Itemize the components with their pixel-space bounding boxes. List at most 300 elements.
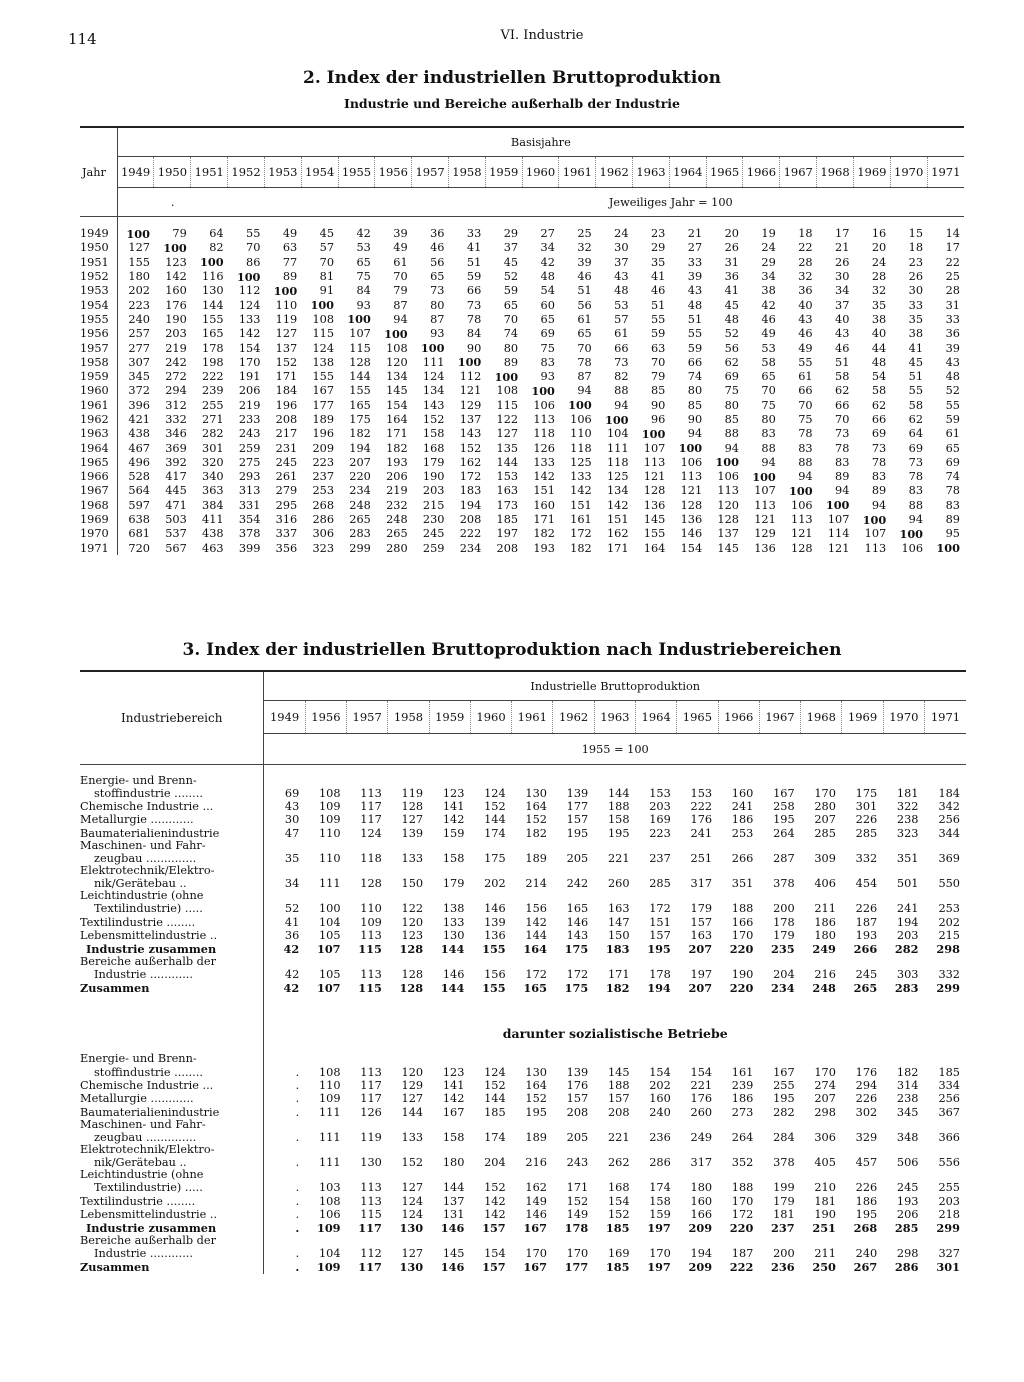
table3-cell: 180 xyxy=(814,929,836,943)
table2-col-year: 1970 xyxy=(890,157,927,188)
table2-cell: 108 xyxy=(312,312,335,326)
table3-cell: 193 xyxy=(855,929,878,943)
table3-cell: 127 xyxy=(401,1181,424,1195)
table2-cell: 113 xyxy=(791,513,813,527)
table2-cell: 142 xyxy=(606,498,629,512)
table3-cell: 150 xyxy=(401,877,424,891)
table2-cell: 104 xyxy=(606,427,629,441)
table3-cell: 294 xyxy=(855,1078,878,1092)
table2-cell: 197 xyxy=(496,527,519,541)
table3-cell: 152 xyxy=(401,1156,424,1170)
table2-cell: 100 xyxy=(384,326,408,341)
table3-cell: 113 xyxy=(360,786,382,800)
table2-cell: 51 xyxy=(835,355,850,369)
table3-cell: 146 xyxy=(440,1260,465,1275)
table2-cell: 399 xyxy=(238,541,261,555)
table2-cell: 16 xyxy=(871,227,887,241)
table2-cell: 51 xyxy=(466,255,482,269)
table3-cell: 170 xyxy=(731,929,754,943)
table3-cell: 104 xyxy=(318,915,341,929)
table2-cell: 144 xyxy=(202,298,224,312)
table2-row-header: Jahr xyxy=(80,127,117,217)
table3-cell: 157 xyxy=(566,813,589,827)
table2-cell: 182 xyxy=(533,527,555,541)
table3-row xyxy=(80,929,966,942)
table2-cell: 89 xyxy=(503,355,519,369)
table2-cell: 26 xyxy=(724,241,739,255)
table2-cell: 93 xyxy=(430,327,445,341)
table2-cell: 171 xyxy=(606,541,629,555)
table2-cell: 33 xyxy=(687,255,703,269)
table2-cell: 231 xyxy=(275,441,298,455)
table3-cell: 556 xyxy=(938,1156,960,1170)
table2-cell: 206 xyxy=(386,470,408,484)
table3-row xyxy=(80,1065,966,1078)
table2-cell: 127 xyxy=(128,241,150,255)
table2-cell: 73 xyxy=(614,355,629,369)
table2-col-year: 1962 xyxy=(596,157,633,188)
table3-cell: 36 xyxy=(284,929,300,943)
table2-col-year: 1967 xyxy=(780,157,817,188)
table3-row xyxy=(80,1131,966,1144)
table2-cell: 121 xyxy=(827,541,850,555)
table2-cell: 59 xyxy=(466,270,482,284)
table3-cell: . xyxy=(295,1156,300,1170)
table3-cell: 144 xyxy=(525,929,547,943)
table2-cell: 118 xyxy=(533,427,555,441)
table3-cell: 179 xyxy=(442,877,465,891)
table2-cell: 222 xyxy=(459,527,482,541)
table2-cell: 219 xyxy=(386,484,408,498)
table2-cell: 63 xyxy=(282,241,298,255)
table3-cell: 189 xyxy=(525,1130,547,1144)
table3-cell: 128 xyxy=(401,968,424,982)
table3-row-label: nik/Gerätebau .. xyxy=(80,877,264,890)
table2-cell: 45 xyxy=(503,255,519,269)
table2-cell: 144 xyxy=(496,455,519,469)
table2-row xyxy=(80,412,964,426)
table2-cell: 369 xyxy=(165,441,187,455)
table2-row xyxy=(80,512,964,526)
table3-cell: 146 xyxy=(440,1221,465,1236)
table3-cell: 183 xyxy=(605,942,630,957)
table2-cell: 48 xyxy=(945,370,960,384)
table3-cell: 128 xyxy=(401,799,424,813)
table3-sub-heading: darunter sozialistische Betriebe xyxy=(502,1026,728,1042)
table3-cell: 145 xyxy=(607,1065,630,1079)
table2-cell: 133 xyxy=(570,470,592,484)
table2-cell: 106 xyxy=(791,498,813,512)
table2-cell: 120 xyxy=(717,498,739,512)
table3-row-label: Zusammen xyxy=(80,1260,264,1274)
table2-cell: 19 xyxy=(761,227,776,241)
table3-cell: 366 xyxy=(938,1130,960,1144)
table3-cell: 109 xyxy=(318,813,341,827)
table2-cell: 85 xyxy=(724,413,739,426)
table2-cell: 69 xyxy=(945,455,960,469)
table3-row-label: nik/Gerätebau .. xyxy=(80,1156,264,1169)
table3-cell: 146 xyxy=(566,915,589,929)
table2-cell: 110 xyxy=(275,298,298,312)
table2-row-year: 1952 xyxy=(80,269,117,283)
table3-cell: 154 xyxy=(690,1065,713,1079)
table2-row xyxy=(80,312,964,326)
table2-cell: 52 xyxy=(724,327,739,341)
table3-cell: 175 xyxy=(855,786,878,800)
table3-cell: 117 xyxy=(360,1092,382,1106)
table3-cell: 156 xyxy=(525,902,547,916)
table3-col-year: 1967 xyxy=(759,701,800,734)
table3-cell: 170 xyxy=(814,786,836,800)
table3-cell: 142 xyxy=(442,1092,465,1106)
table3-cell: 221 xyxy=(607,851,630,865)
table2-col-year: 1971 xyxy=(927,157,964,188)
table2-cell: 155 xyxy=(312,370,335,384)
table3-row xyxy=(80,1195,966,1208)
table2-cell: 133 xyxy=(238,312,261,326)
table2-cell: 78 xyxy=(798,427,813,441)
table3-cell: 211 xyxy=(814,1247,836,1261)
table2-cell: 36 xyxy=(945,327,960,341)
table3-cell: 117 xyxy=(360,1078,382,1092)
table3-cell: 220 xyxy=(729,981,754,996)
table3-cell: 302 xyxy=(855,1105,878,1119)
table3-cell: 119 xyxy=(360,1130,382,1144)
table3-row xyxy=(80,826,966,839)
table3-cell: 141 xyxy=(442,1078,465,1092)
table3-cell: 139 xyxy=(484,915,506,929)
table3-cell: 107 xyxy=(316,942,341,957)
table3-cell: 179 xyxy=(773,1194,795,1208)
table2-cell: 88 xyxy=(761,441,776,455)
table2-marker: . xyxy=(117,188,227,217)
table2-cell: 208 xyxy=(496,541,519,555)
table2-cell: 354 xyxy=(238,513,261,527)
table3-cell: 145 xyxy=(442,1247,465,1261)
table2-cell: 43 xyxy=(798,312,813,326)
table3-row xyxy=(80,942,966,956)
table2-cell: 121 xyxy=(791,527,813,541)
table2-cell: 248 xyxy=(386,513,408,527)
table3-cell: 180 xyxy=(690,1181,713,1195)
table2-cell: 100 xyxy=(899,526,924,541)
table2-subtitle: Industrie und Bereiche außerhalb der Industrie xyxy=(343,96,681,111)
table2-cell: 86 xyxy=(246,255,261,269)
table2-cell: 21 xyxy=(687,227,703,241)
table2-cell: 75 xyxy=(356,270,371,284)
table2-cell: 31 xyxy=(945,298,960,312)
table3-cell: 283 xyxy=(894,981,919,996)
table2-cell: 100 xyxy=(789,483,813,498)
table3-cell: 182 xyxy=(896,1065,919,1079)
table2-cell: 35 xyxy=(871,298,887,312)
table2-cell: 222 xyxy=(202,370,224,384)
table2-cell: 33 xyxy=(908,298,924,312)
table2-cell: 111 xyxy=(606,441,629,455)
table3-cell: 144 xyxy=(484,1092,506,1106)
table2-cell: 57 xyxy=(319,241,335,255)
table2-cell: 74 xyxy=(503,327,519,341)
table3-cell: 146 xyxy=(525,1207,547,1221)
table2-cell: 158 xyxy=(422,427,445,441)
table3-row-label: Energie- und Brenn- xyxy=(80,1053,264,1065)
table2-cell: 128 xyxy=(349,355,371,369)
table2-cell: 59 xyxy=(650,327,666,341)
table3-cell: 152 xyxy=(607,1207,630,1221)
table2-cell: 106 xyxy=(717,470,739,484)
table3-cell: 176 xyxy=(566,1078,589,1092)
table2-cell: 70 xyxy=(503,312,519,326)
table2-cell: 22 xyxy=(945,255,960,269)
table2-cell: 167 xyxy=(312,384,335,398)
table2-cell: 29 xyxy=(650,241,666,255)
table2-cell: 356 xyxy=(275,541,298,555)
table2-cell: 56 xyxy=(577,298,592,312)
table3-cell: 182 xyxy=(525,826,547,840)
table3-cell: 153 xyxy=(649,786,671,800)
table3-cell: 123 xyxy=(442,786,465,800)
table3-cell: 187 xyxy=(855,915,878,929)
table3-cell: 178 xyxy=(649,968,671,982)
table2-cell: 232 xyxy=(386,498,408,512)
table3-cell: 197 xyxy=(647,1260,671,1275)
table3-cell: 332 xyxy=(938,968,960,982)
running-head: VI. Industrie xyxy=(500,28,584,43)
table2-cell: 100 xyxy=(457,355,482,370)
table3-col-year: 1963 xyxy=(594,701,635,734)
table2-col-year: 1966 xyxy=(743,157,780,188)
table2-cell: 62 xyxy=(908,413,924,426)
table3-row xyxy=(80,1105,966,1118)
table3-cell: 124 xyxy=(401,1194,424,1208)
table2-cell: 49 xyxy=(282,227,298,241)
table3-cell: 176 xyxy=(690,1092,713,1106)
table2-cell: 154 xyxy=(238,341,261,355)
table2-cell: 80 xyxy=(430,298,445,312)
table3-cell: 113 xyxy=(360,1065,382,1079)
table3-cell: 222 xyxy=(729,1260,754,1275)
table2-cell: 142 xyxy=(165,270,187,284)
table2-cell: 39 xyxy=(945,341,960,355)
table3-cell: 255 xyxy=(773,1078,795,1092)
table3-cell: 199 xyxy=(773,1181,795,1195)
table3-cell: 209 xyxy=(688,1221,713,1236)
table3-row-header: Industriebereich xyxy=(80,671,264,765)
table3-cell: 139 xyxy=(566,786,589,800)
table2-cell: 42 xyxy=(356,227,371,241)
table3-cell: 119 xyxy=(401,786,424,800)
table3-cell: 164 xyxy=(525,799,547,813)
table3-cell: 146 xyxy=(484,902,506,916)
table2-cell: 79 xyxy=(650,370,666,384)
table2-cell: 113 xyxy=(533,413,555,426)
table2-cell: 142 xyxy=(570,484,592,498)
table2-cell: 137 xyxy=(717,527,739,541)
table2-cell: 41 xyxy=(908,341,924,355)
table3-cell: 167 xyxy=(773,786,795,800)
table3-cell: 215 xyxy=(938,929,960,943)
table2-cell: 36 xyxy=(798,284,813,298)
table3-cell: 157 xyxy=(482,1221,506,1236)
table2-cell: 75 xyxy=(798,413,813,426)
table3-cell: 258 xyxy=(773,799,795,813)
table2-cell: 95 xyxy=(945,527,960,541)
table2-cell: 164 xyxy=(386,413,408,426)
table2-cell: 162 xyxy=(459,455,482,469)
table2-cell: 384 xyxy=(202,498,224,512)
table3-cell: 195 xyxy=(773,813,795,827)
table2-cell: 90 xyxy=(466,341,482,355)
table2-cell: 155 xyxy=(128,255,150,269)
table3-cell: 207 xyxy=(814,813,836,827)
table2-row xyxy=(80,269,964,283)
table2-cell: 85 xyxy=(687,398,703,412)
table2-cell: 45 xyxy=(908,355,924,369)
table3-cell: 197 xyxy=(690,968,713,982)
table3-cell: 332 xyxy=(855,851,878,865)
table2-cell: 261 xyxy=(275,470,298,484)
table3-cell: 205 xyxy=(566,851,589,865)
table2-cell: 331 xyxy=(238,498,261,512)
table3-cell: 236 xyxy=(771,1260,795,1275)
table2-cell: 209 xyxy=(312,441,335,455)
table2-cell: 100 xyxy=(273,283,298,298)
table3-cell: 268 xyxy=(853,1221,878,1236)
table3-cell: 175 xyxy=(484,851,506,865)
table2-cell: 313 xyxy=(238,484,261,498)
table2-cell: 20 xyxy=(724,227,739,241)
table2-cell: 106 xyxy=(680,455,703,469)
table3-cell: 243 xyxy=(566,1156,589,1170)
table2-cell: 55 xyxy=(246,227,261,241)
table2-cell: 89 xyxy=(871,484,887,498)
table3-cell: 103 xyxy=(318,1181,341,1195)
table2-cell: 496 xyxy=(128,455,150,469)
table2-cell: 100 xyxy=(310,298,335,313)
table3-cell: 111 xyxy=(318,877,341,891)
table3-cell: 159 xyxy=(649,1207,671,1221)
table2-cell: 39 xyxy=(687,270,703,284)
table3-cell: 174 xyxy=(649,1181,671,1195)
table2-cell: 46 xyxy=(577,270,592,284)
table2-cell: 34 xyxy=(761,270,776,284)
table3-cell: 209 xyxy=(688,1260,713,1275)
table3-cell: 112 xyxy=(360,1247,382,1261)
table2-cell: 17 xyxy=(835,227,850,241)
table2-cell: 323 xyxy=(312,541,335,555)
table2-cell: 62 xyxy=(835,384,850,398)
table3-title: 3. Index der industriellen Bruttoproduktion nach Industriebereichen xyxy=(182,640,842,660)
table2-cell: 82 xyxy=(614,370,629,384)
table2-cell: 27 xyxy=(687,241,703,255)
table2-cell: 163 xyxy=(496,484,519,498)
table3-cell: 202 xyxy=(938,915,960,929)
table2-col-year: 1950 xyxy=(154,157,191,188)
table3-cell: 299 xyxy=(936,981,960,996)
table3-cell: 266 xyxy=(731,851,754,865)
table2-cell: 20 xyxy=(871,241,887,255)
table3-cell: 130 xyxy=(525,1065,547,1079)
table3-row-label: Metallurgie ............ xyxy=(80,1092,264,1105)
table2-cell: 143 xyxy=(422,398,445,412)
table3-cell: 202 xyxy=(484,877,506,891)
table3-cell: 245 xyxy=(855,968,878,982)
table3-cell: 245 xyxy=(896,1181,919,1195)
table3-cell: 204 xyxy=(773,968,795,982)
table3-cell: 240 xyxy=(649,1105,671,1119)
table2-cell: 83 xyxy=(798,441,813,455)
table3-cell: 109 xyxy=(318,1092,341,1106)
table3-cell: 144 xyxy=(484,813,506,827)
table2-cell: 135 xyxy=(496,441,519,455)
table2-cell: 162 xyxy=(606,527,629,541)
table2-cell: 55 xyxy=(798,355,813,369)
table2-cell: 55 xyxy=(945,398,960,412)
table3-cell: 303 xyxy=(896,968,919,982)
table2-cell: 190 xyxy=(422,470,445,484)
table3-cell: 147 xyxy=(607,915,630,929)
table2-cell: 112 xyxy=(459,370,482,384)
table2-cell: 108 xyxy=(386,341,408,355)
table2-cell: 58 xyxy=(835,370,850,384)
table3-cell: 236 xyxy=(649,1130,671,1144)
table2-cell: 87 xyxy=(577,370,592,384)
table2-col-year: 1961 xyxy=(559,157,596,188)
table2-cell: 280 xyxy=(386,541,408,555)
table3-cell: 42 xyxy=(283,981,300,996)
table2-cell: 243 xyxy=(238,427,261,441)
table3-cell: 306 xyxy=(814,1130,836,1144)
table3-cell: 142 xyxy=(442,813,465,827)
table3-cell: . xyxy=(295,1105,300,1119)
table2-cell: 75 xyxy=(724,384,739,398)
table3-row-label: Industrie ............ xyxy=(80,968,264,981)
table2-cell: 33 xyxy=(945,312,960,326)
table3-cell: 167 xyxy=(523,1260,547,1275)
table3-cell: 113 xyxy=(360,929,382,943)
table2-cell: 93 xyxy=(356,298,371,312)
table3-cell: 52 xyxy=(284,902,300,916)
table3-col-year: 1958 xyxy=(388,701,429,734)
table3-cell: 146 xyxy=(442,968,465,982)
table2-cell: 48 xyxy=(540,270,555,284)
table2-cell: 392 xyxy=(165,455,187,469)
table3-cell: 152 xyxy=(525,813,547,827)
table2-cell: 194 xyxy=(349,441,371,455)
table3-cell: 185 xyxy=(605,1221,630,1236)
table2-cell: 38 xyxy=(871,312,887,326)
table2-cell: 94 xyxy=(761,455,776,469)
table3-cell: . xyxy=(295,1194,300,1208)
table3-cell: . xyxy=(295,1130,300,1144)
table3-cell: 154 xyxy=(649,1065,671,1079)
table3-cell: 149 xyxy=(566,1207,589,1221)
table2-cell: 133 xyxy=(533,455,555,469)
table2-cell: 51 xyxy=(577,284,592,298)
table3-cell: 273 xyxy=(731,1105,754,1119)
table2-cell: 62 xyxy=(871,398,887,412)
table2-cell: 136 xyxy=(643,498,666,512)
table3-cell: . xyxy=(295,1065,300,1079)
table3-cell: 255 xyxy=(938,1181,960,1195)
table2-cell: 293 xyxy=(238,470,261,484)
table2-cell: 46 xyxy=(761,312,776,326)
table2-cell: 128 xyxy=(643,484,666,498)
table3-cell: 298 xyxy=(896,1247,919,1261)
table2-cell: 396 xyxy=(128,398,150,412)
table3-cell: 195 xyxy=(525,1105,547,1119)
table3-cell: 130 xyxy=(399,1221,424,1236)
